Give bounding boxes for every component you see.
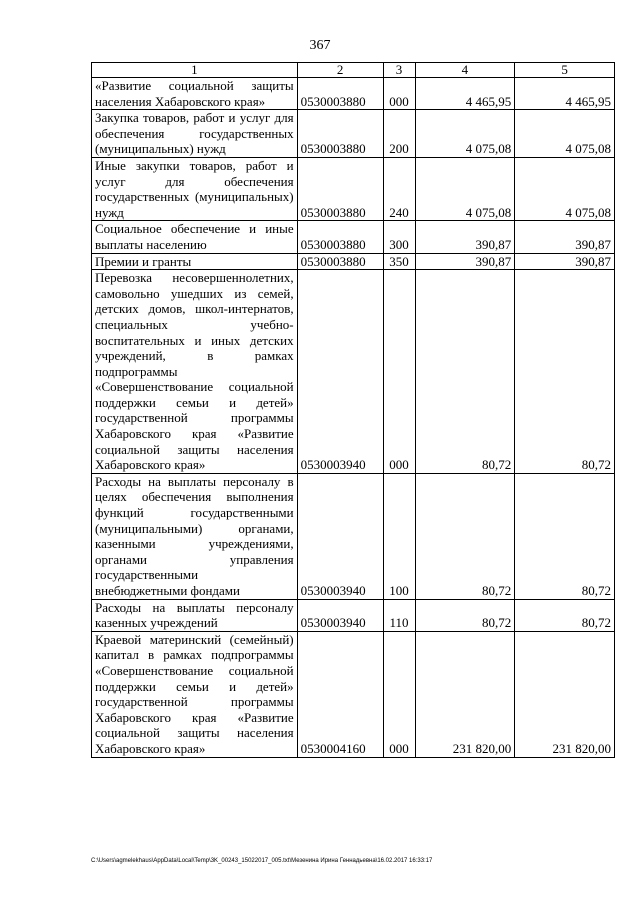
row-value-col5-cell: 80,72 bbox=[515, 473, 615, 599]
row-code-cell: 0530003940 bbox=[297, 473, 383, 599]
column-header: 3 bbox=[383, 63, 415, 78]
row-name-cell: Премии и гранты bbox=[92, 253, 298, 270]
row-type-cell: 000 bbox=[383, 631, 415, 757]
column-header: 1 bbox=[92, 63, 298, 78]
row-name-cell: Социальное обеспечение и иные выплаты населению bbox=[92, 221, 298, 253]
row-code-cell: 0530003880 bbox=[297, 253, 383, 270]
table-row bbox=[92, 78, 615, 110]
row-code-cell: 0530003880 bbox=[297, 110, 383, 158]
row-value-col4-cell: 4 075,08 bbox=[415, 110, 515, 158]
row-value-col4-cell: 390,87 bbox=[415, 253, 515, 270]
row-value-col5-cell: 4 465,95 bbox=[515, 78, 615, 110]
row-name-cell: Иные закупки товаров, работ и услуг для обеспечения государственных (муниципальных) нужд bbox=[92, 157, 298, 220]
row-name-cell: Перевозка несовершеннолетних, самовольно ушедших из семей, детских домов, школ-интернатов, специальных учебно-воспитательных и иных детских учреждений, в рамках подпрограммы «Совершенствование социальной поддержки семьи и детей» государственной программы Хабаровского края «Развитие социальной защиты населения Хабаровского края» bbox=[92, 270, 298, 474]
row-value-col4-cell: 4 465,95 bbox=[415, 78, 515, 110]
file-path-footer: C:\Users\agmelekhaus\AppData\Local\Temp\3K_00243_15022017_005.txt\Мезенина Ирина Геннадьевна\16.02.2017 16:33:17 bbox=[91, 858, 433, 864]
row-type-cell: 000 bbox=[383, 270, 415, 474]
row-code-cell: 0530003940 bbox=[297, 270, 383, 474]
table-header-row bbox=[92, 63, 615, 78]
row-name-cell: Закупка товаров, работ и услуг для обеспечения государственных (муниципальных) нужд bbox=[92, 110, 298, 158]
row-code-cell: 0530003940 bbox=[297, 599, 383, 631]
row-value-col4-cell: 390,87 bbox=[415, 221, 515, 253]
row-value-col5-cell: 4 075,08 bbox=[515, 110, 615, 158]
row-type-cell: 100 bbox=[383, 473, 415, 599]
row-value-col5-cell: 80,72 bbox=[515, 599, 615, 631]
column-header: 4 bbox=[415, 63, 515, 78]
row-value-col5-cell: 80,72 bbox=[515, 270, 615, 474]
row-value-col5-cell: 390,87 bbox=[515, 221, 615, 253]
table-row bbox=[92, 221, 615, 253]
row-value-col5-cell: 231 820,00 bbox=[515, 631, 615, 757]
row-type-cell: 300 bbox=[383, 221, 415, 253]
row-code-cell: 0530003880 bbox=[297, 78, 383, 110]
row-value-col4-cell: 231 820,00 bbox=[415, 631, 515, 757]
row-type-cell: 000 bbox=[383, 78, 415, 110]
budget-table bbox=[91, 62, 615, 758]
table-row bbox=[92, 157, 615, 220]
table-row bbox=[92, 631, 615, 757]
row-name-cell: Расходы на выплаты персоналу в целях обеспечения выполнения функций государственными (муниципальными) органами, казенными учреждениями, органами управления государственными внебюджетными фондами bbox=[92, 473, 298, 599]
table-row bbox=[92, 110, 615, 158]
row-type-cell: 240 bbox=[383, 157, 415, 220]
row-code-cell: 0530004160 bbox=[297, 631, 383, 757]
column-header: 5 bbox=[515, 63, 615, 78]
table-row bbox=[92, 473, 615, 599]
row-value-col5-cell: 390,87 bbox=[515, 253, 615, 270]
row-type-cell: 350 bbox=[383, 253, 415, 270]
row-value-col4-cell: 4 075,08 bbox=[415, 157, 515, 220]
row-value-col4-cell: 80,72 bbox=[415, 599, 515, 631]
table-row bbox=[92, 599, 615, 631]
row-value-col5-cell: 4 075,08 bbox=[515, 157, 615, 220]
row-name-cell: Расходы на выплаты персоналу казенных учреждений bbox=[92, 599, 298, 631]
row-code-cell: 0530003880 bbox=[297, 157, 383, 220]
row-value-col4-cell: 80,72 bbox=[415, 473, 515, 599]
row-code-cell: 0530003880 bbox=[297, 221, 383, 253]
table-row bbox=[92, 270, 615, 474]
row-type-cell: 110 bbox=[383, 599, 415, 631]
row-value-col4-cell: 80,72 bbox=[415, 270, 515, 474]
row-name-cell: «Развитие социальной защиты населения Хабаровского края» bbox=[92, 78, 298, 110]
table-row bbox=[92, 253, 615, 270]
table-body bbox=[92, 78, 615, 758]
page-number: 367 bbox=[309, 38, 331, 53]
column-header: 2 bbox=[297, 63, 383, 78]
row-name-cell: Краевой материнский (семейный) капитал в рамках подпрограммы «Совершенствование социальной поддержки семьи и детей» государственной программы Хабаровского края «Развитие социальной защиты населения Хабаровского края» bbox=[92, 631, 298, 757]
row-type-cell: 200 bbox=[383, 110, 415, 158]
